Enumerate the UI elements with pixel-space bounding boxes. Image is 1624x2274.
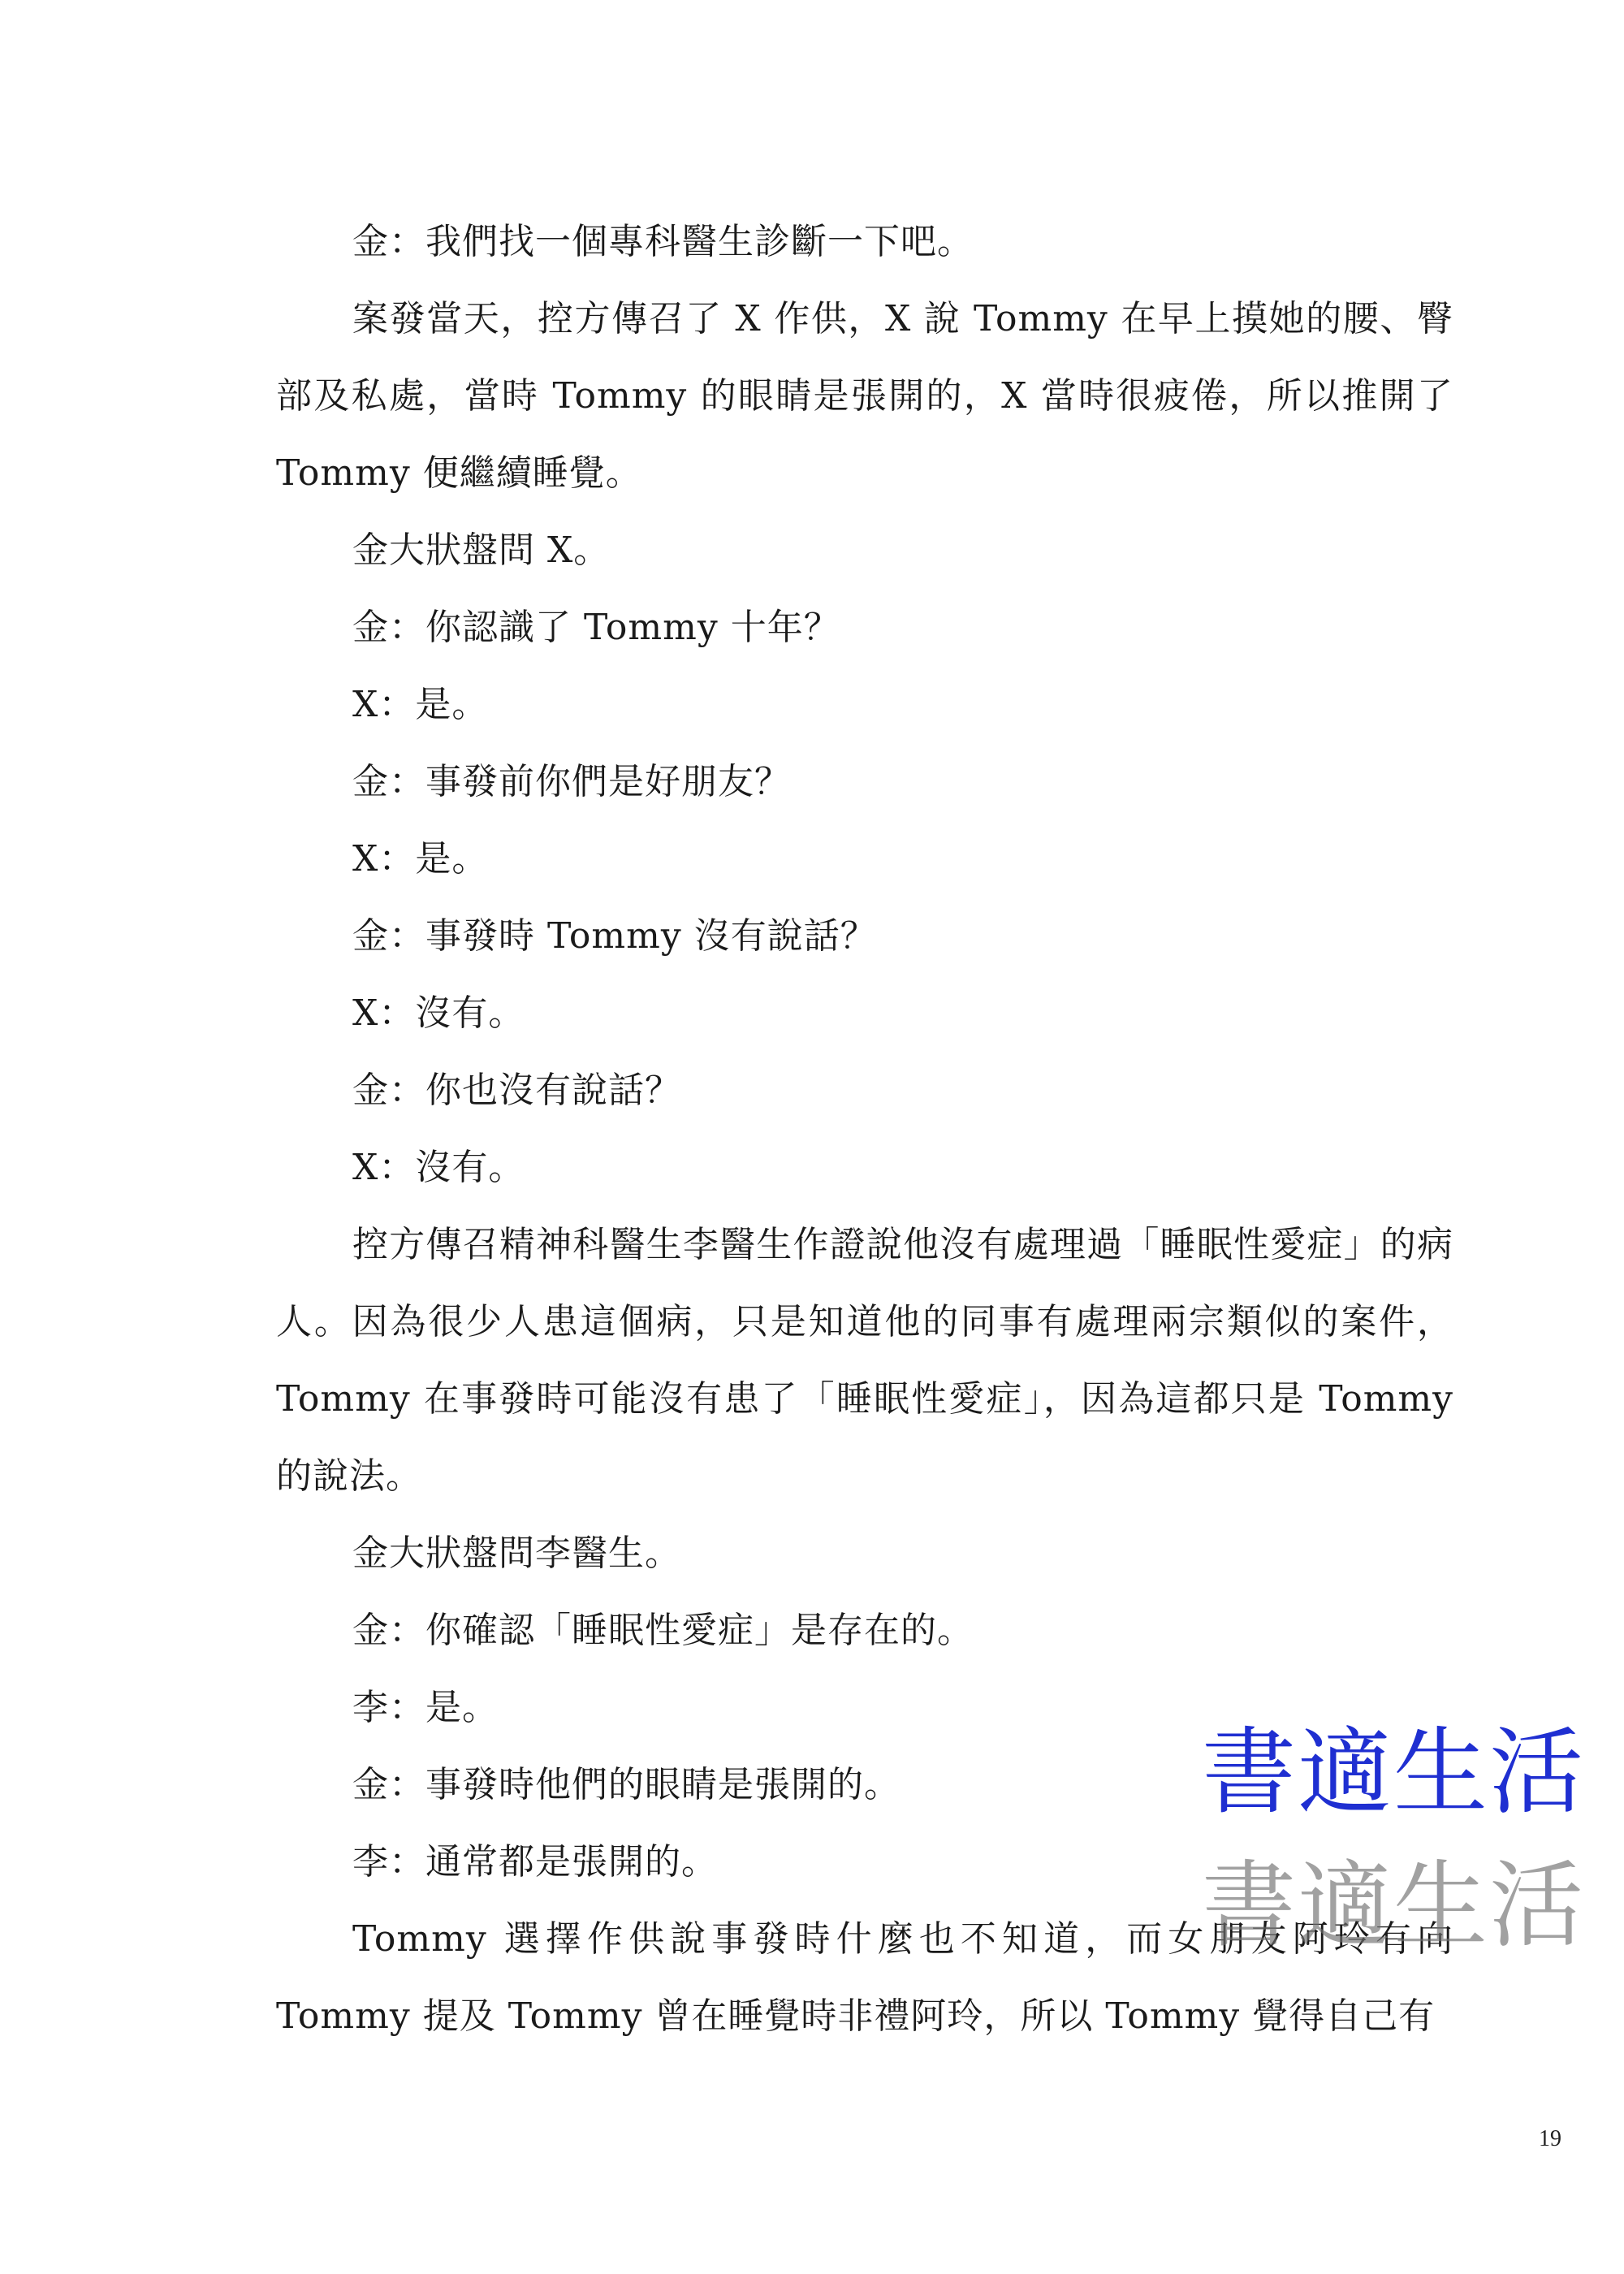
paragraph: 金：你確認「睡眠性愛症」是存在的。 <box>352 1610 974 1651</box>
paragraph: 案發當天，控方傳召了 X 作供，X 說 Tommy 在早上摸她的腰、臀部及私處，當時 Tommy 的眼睛是張開的，X 當時很疲倦，所以推開了 Tommy 便繼續睡覺。 <box>276 298 1453 494</box>
paragraph: X：沒有。 <box>352 1147 525 1188</box>
watermark-primary: 書適生活 <box>1202 1718 1585 1827</box>
page-number: 19 <box>1539 2126 1561 2151</box>
paragraph: 金：事發前你們是好朋友？ <box>352 761 791 802</box>
paragraph: 李：是。 <box>352 1687 499 1728</box>
paragraph: 李：通常都是張開的。 <box>352 1841 718 1883</box>
watermark-secondary: 書適生活 <box>1202 1851 1585 1961</box>
paragraph: 金大狀盤問李醫生。 <box>352 1533 681 1574</box>
paragraph: X：是。 <box>352 838 489 880</box>
paragraph: 金：事發時 Tommy 沒有說話？ <box>352 915 877 957</box>
paragraph: 金：事發時他們的眼睛是張開的。 <box>352 1764 901 1805</box>
paragraph: 金大狀盤問 X。 <box>352 530 611 571</box>
paragraph: X：沒有。 <box>352 992 525 1034</box>
paragraph: 控方傳召精神科醫生李醫生作證說他沒有處理過「睡眠性愛症」的病人。因為很少人患這個病，只是知道他的同事有處理兩宗類似的案件，Tommy 在事發時可能沒有患了「睡眠性愛症」，因為這都只是 Tommy 的說法。 <box>276 1224 1453 1497</box>
paragraph: Tommy 選擇作供說事發時什麼也不知道，而女朋友阿玲有向 Tommy 提及 Tommy 曾在睡覺時非禮阿玲，所以 Tommy 覺得自己有 <box>276 1918 1453 2037</box>
paragraph: X：是。 <box>352 684 489 725</box>
paragraph: 金：你認識了 Tommy 十年？ <box>352 607 840 648</box>
paragraph: 金：我們找一個專科醫生診斷一下吧。 <box>352 221 974 262</box>
paragraph: 金：你也沒有說話？ <box>352 1070 681 1111</box>
